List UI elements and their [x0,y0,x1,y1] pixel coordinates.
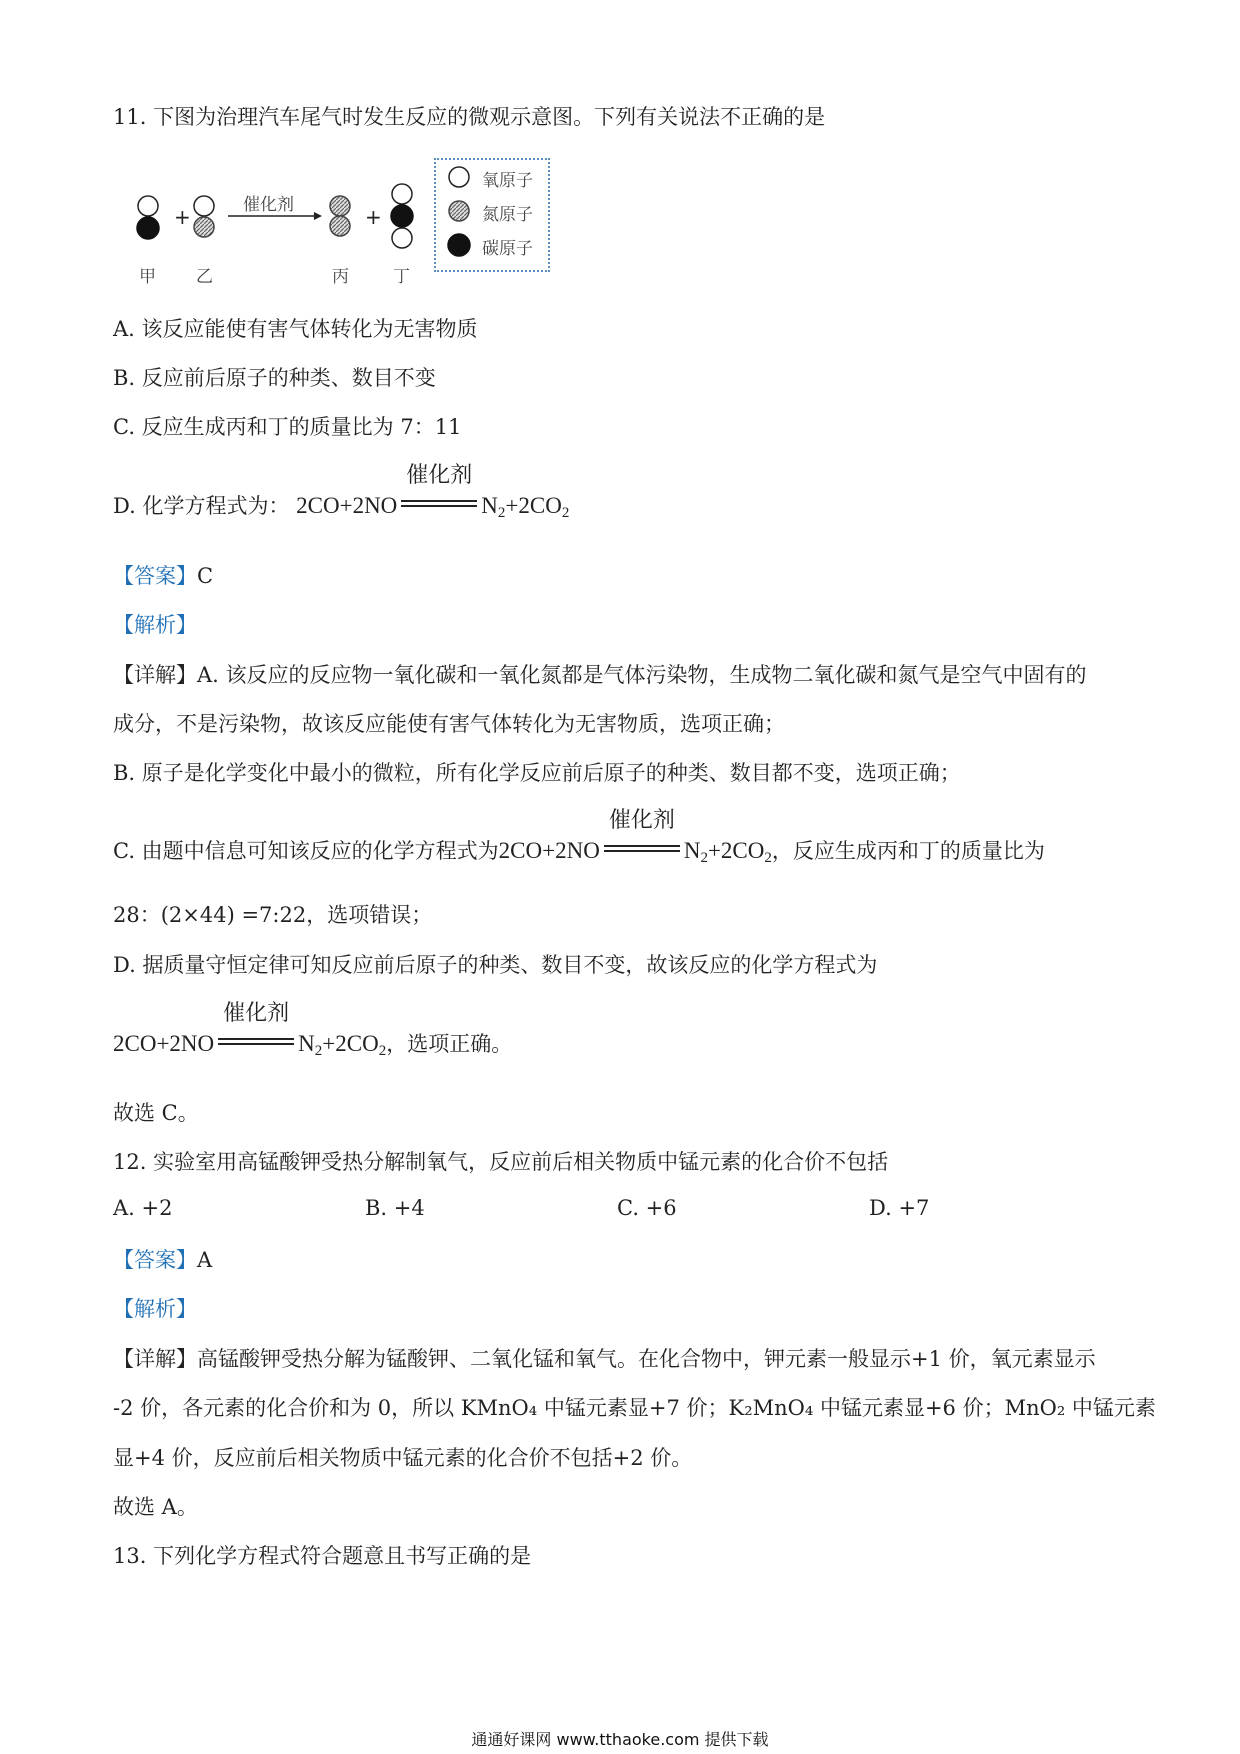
catalyst-arrow: 催化剂 [399,487,479,517]
label-ding: 丁 [393,267,410,287]
q12-option-d: D. +7 [869,1196,930,1220]
arrow-catalyst-label: 催化剂 [243,195,294,215]
molecule-jia [137,196,159,239]
molecule-ding [391,184,413,248]
q11-stem: 11. 下图为治理汽车尾气时发生反应的微观示意图。下列有关说法不正确的是 [113,105,826,129]
q11-detail-c: C. 由题中信息可知该反应的化学方程式为2CO+2NO 催化剂 $N_2+2CO_2$，反应生成丙和丁的质量比为 [113,808,1045,866]
detail-label: 【详解】 [113,663,197,687]
q11-detail-b: B. 原子是化学变化中最小的微粒，所有化学反应前后原子的种类、数目都不变，选项正确； [113,761,961,785]
label-jia: 甲 [139,267,156,287]
q11-detail-d2: 2CO+2NO 催化剂 $N_2+2CO_2$，选项正确。 [113,1001,513,1059]
equation-d2: 2CO+2NO 催化剂 $N_2+2CO_2$ [113,1001,387,1059]
q11-detail-c2: 28：(2×44) =7:22，选项错误； [113,903,433,927]
q13-stem: 13. 下列化学方程式符合题意且书写正确的是 [113,1544,532,1568]
q11-option-d-prefix: D. 化学方程式为： [113,494,290,518]
plus-sign-1: + [174,205,191,229]
answer-value: C [197,564,214,588]
q12-analysis-label: 【解析】 [113,1297,197,1321]
q12-option-a: A. +2 [113,1196,173,1220]
q11-detail-d1: D. 据质量守恒定律可知反应前后原子的种类、数目不变，故该反应的化学方程式为 [113,953,878,977]
q12-detail-1: 【详解】高锰酸钾受热分解为锰酸钾、二氧化锰和氧气。在化合物中，钾元素一般显示+1 价，氧元素显示 [113,1347,1096,1371]
legend-carbon-text: 碳原子 [482,239,533,259]
q11-analysis-label: 【解析】 [113,613,197,637]
q11-conclusion: 故选 C。 [113,1101,199,1125]
q12-conclusion: 故选 A。 [113,1495,198,1519]
q11-detail-a2: 成分，不是污染物，故该反应能使有害气体转化为无害物质，选项正确； [113,712,785,736]
q12-detail-3: 显+4 价，反应前后相关物质中锰元素的化合价不包括+2 价。 [113,1446,693,1470]
reaction-diagram [0,0,1240,300]
q12-answer: 【答案】A [113,1248,213,1272]
page-footer: 通通好课网 www.tthaoke.com 提供下载 [471,1730,769,1749]
molecule-bing [330,196,350,236]
plus-sign-2: + [365,205,382,229]
molecule-yi [194,196,214,237]
q12-detail-2: -2 价，各元素的化合价和为 0，所以 KMnO₄ 中锰元素显+7 价；K₂MnO₄ 中锰元素显+6 价；MnO₂ 中锰元素 [113,1396,1156,1420]
reaction-diagram-svg [0,0,1240,300]
q12-option-b: B. +4 [365,1196,425,1220]
answer-label: 【答案】 [113,564,197,588]
q11-option-a: A. 该反应能使有害气体转化为无害物质 [113,317,478,341]
q12-option-c: C. +6 [617,1196,677,1220]
label-yi: 乙 [196,267,213,287]
legend-nitrogen-text: 氮原子 [482,205,533,225]
q11-option-b: B. 反应前后原子的种类、数目不变 [113,366,436,390]
q11-answer [113,561,213,591]
q12-stem: 12. 实验室用高锰酸钾受热分解制氧气，反应前后相关物质中锰元素的化合价不包括 [113,1150,889,1174]
q11-option-d [113,463,570,528]
q11-detail-a1: 【详解】A. 该反应的反应物一氧化碳和一氧化氮都是气体污染物，生成物二氧化碳和氮气是空气中固有的 [113,663,1087,687]
equation-c: 2CO+2NO 催化剂 $N_2+2CO_2$ [498,808,772,866]
equation-d: 2CO+2NO 催化剂 $N_2+2CO_2$ [296,463,570,521]
legend-oxygen-text: 氧原子 [482,171,533,191]
q11-option-c: C. 反应生成丙和丁的质量比为 7：11 [113,415,462,439]
label-bing: 丙 [332,267,349,287]
